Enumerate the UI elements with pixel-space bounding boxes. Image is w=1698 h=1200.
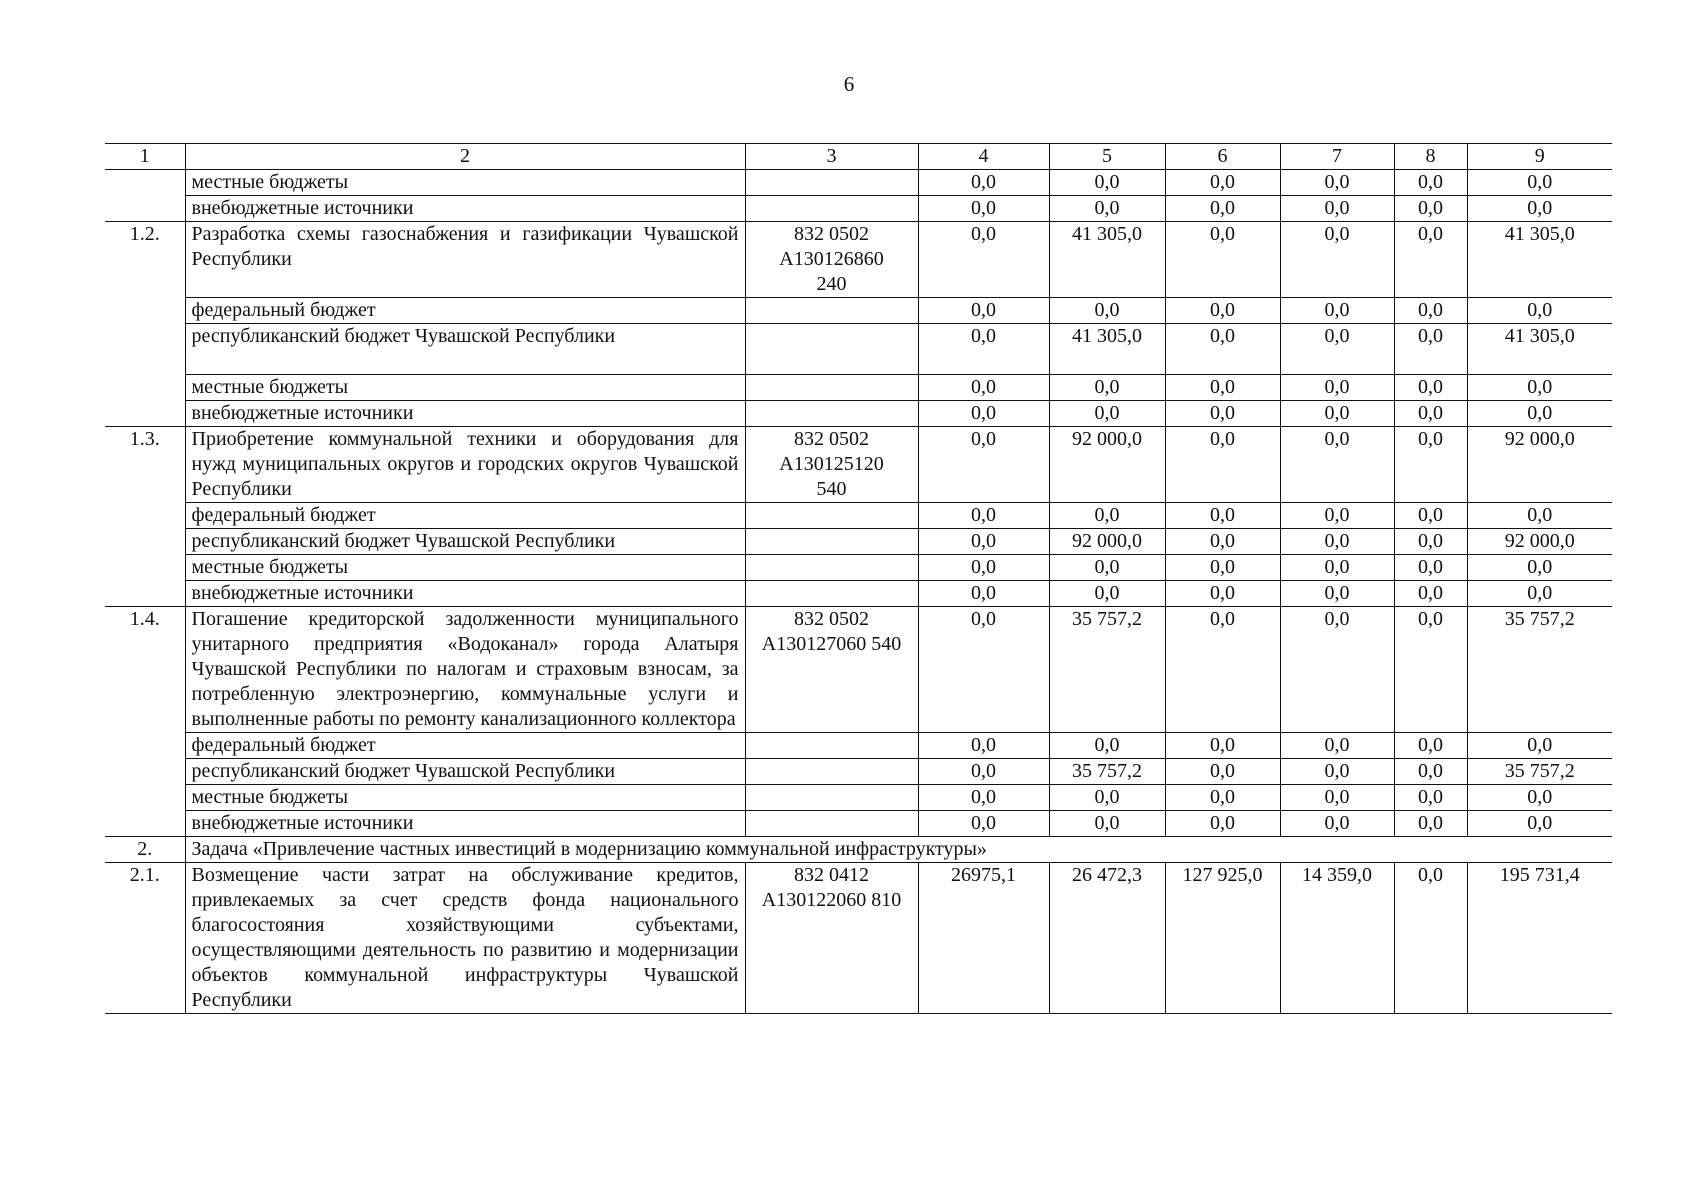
- value-cell: 41 305,0: [1049, 324, 1165, 375]
- value-cell: 0,0: [1165, 581, 1280, 607]
- funding-source-label: федеральный бюджет: [185, 298, 745, 324]
- value-cell: 0,0: [1049, 555, 1165, 581]
- value-cell: 0,0: [918, 222, 1049, 298]
- row-number-cell: [105, 196, 185, 222]
- measure-title: Возмещение части затрат на обслуживание кредитов, привлекаемых за счет средств фонда национального благосостояния хозяйствующими субъектами, осуществляющими деятельность по развитию и модернизации объектов коммунальной инфраструктуры Чувашской Республики: [185, 863, 745, 1014]
- value-cell: 0,0: [1394, 324, 1467, 375]
- value-cell: 0,0: [1165, 607, 1280, 733]
- value-cell: 0,0: [1049, 401, 1165, 427]
- code-cell: [745, 324, 918, 375]
- value-cell: 0,0: [1467, 581, 1612, 607]
- header-cell: 7: [1280, 144, 1394, 170]
- value-cell: 0,0: [1394, 503, 1467, 529]
- value-cell: 0,0: [1280, 759, 1394, 785]
- funding-row: [105, 298, 1612, 324]
- value-cell: 0,0: [1394, 170, 1467, 196]
- row-number-cell: [105, 555, 185, 581]
- code-cell: [745, 529, 918, 555]
- budget-code: [745, 607, 918, 733]
- value-cell: 0,0: [1280, 196, 1394, 222]
- funding-row: [105, 503, 1612, 529]
- measure-number: 1.4.: [105, 607, 185, 733]
- value-cell: 0,0: [1280, 581, 1394, 607]
- page-number: 6: [843, 72, 855, 96]
- budget-code-line: А130125120: [779, 453, 884, 475]
- value-cell: 0,0: [1280, 529, 1394, 555]
- code-cell: [745, 503, 918, 529]
- code-cell: [745, 196, 918, 222]
- value-cell: 0,0: [1049, 375, 1165, 401]
- row-number-cell: [105, 170, 185, 196]
- value-cell: 0,0: [1165, 555, 1280, 581]
- value-cell: 0,0: [1165, 427, 1280, 503]
- header-row: [105, 144, 1612, 170]
- value-cell: 0,0: [1467, 555, 1612, 581]
- value-cell: 0,0: [1165, 529, 1280, 555]
- funding-source-label: республиканский бюджет Чувашской Республики: [185, 324, 745, 375]
- code-cell: [745, 733, 918, 759]
- funding-row: [105, 581, 1612, 607]
- value-cell: 0,0: [1394, 607, 1467, 733]
- budget-code: [745, 427, 918, 503]
- funding-source-label: внебюджетные источники: [185, 811, 745, 837]
- value-cell: 92 000,0: [1467, 427, 1612, 503]
- header-cell: 8: [1394, 144, 1467, 170]
- budget-table: [105, 143, 1612, 1014]
- funding-row: [105, 170, 1612, 196]
- budget-code-line: 240: [816, 273, 847, 295]
- measure-number: 1.3.: [105, 427, 185, 503]
- code-cell: [745, 298, 918, 324]
- funding-source-label: республиканский бюджет Чувашской Республики: [185, 529, 745, 555]
- header-cell: 3: [745, 144, 918, 170]
- value-cell: 0,0: [1049, 581, 1165, 607]
- funding-source-label: внебюджетные источники: [185, 196, 745, 222]
- value-cell: 0,0: [1280, 324, 1394, 375]
- value-cell: 14 359,0: [1280, 863, 1394, 1014]
- value-cell: 0,0: [1394, 811, 1467, 837]
- budget-code-line: 832 0412: [794, 864, 869, 886]
- funding-source-label: местные бюджеты: [185, 785, 745, 811]
- value-cell: 0,0: [918, 196, 1049, 222]
- value-cell: 41 305,0: [1467, 222, 1612, 298]
- value-cell: 0,0: [1049, 503, 1165, 529]
- row-number-cell: [105, 785, 185, 811]
- value-cell: 35 757,2: [1467, 759, 1612, 785]
- value-cell: 0,0: [1049, 170, 1165, 196]
- value-cell: 0,0: [918, 555, 1049, 581]
- value-cell: 0,0: [1165, 401, 1280, 427]
- value-cell: 0,0: [1467, 811, 1612, 837]
- value-cell: 0,0: [1394, 375, 1467, 401]
- funding-row: [105, 555, 1612, 581]
- budget-code-line: А130126860: [779, 248, 884, 270]
- value-cell: 0,0: [1280, 222, 1394, 298]
- value-cell: 0,0: [918, 427, 1049, 503]
- funding-row: [105, 785, 1612, 811]
- value-cell: 0,0: [1049, 733, 1165, 759]
- value-cell: 0,0: [918, 785, 1049, 811]
- code-cell: [745, 785, 918, 811]
- header-cell: 2: [185, 144, 745, 170]
- funding-source-label: местные бюджеты: [185, 375, 745, 401]
- value-cell: 0,0: [1165, 375, 1280, 401]
- measure-number: 2.1.: [105, 863, 185, 1014]
- funding-source-label: внебюджетные источники: [185, 401, 745, 427]
- row-number-cell: [105, 324, 185, 375]
- value-cell: 0,0: [1049, 811, 1165, 837]
- value-cell: 0,0: [1280, 401, 1394, 427]
- value-cell: 0,0: [918, 298, 1049, 324]
- value-cell: 0,0: [1165, 785, 1280, 811]
- funding-row: [105, 529, 1612, 555]
- value-cell: 0,0: [918, 324, 1049, 375]
- funding-row: [105, 733, 1612, 759]
- value-cell: 0,0: [1280, 503, 1394, 529]
- value-cell: 0,0: [918, 503, 1049, 529]
- measure-row: [105, 607, 1612, 733]
- value-cell: 0,0: [918, 733, 1049, 759]
- value-cell: 0,0: [1280, 607, 1394, 733]
- code-cell: [745, 375, 918, 401]
- funding-source-label: местные бюджеты: [185, 555, 745, 581]
- measure-row: [105, 222, 1612, 298]
- funding-source-label: федеральный бюджет: [185, 503, 745, 529]
- value-cell: 0,0: [1280, 427, 1394, 503]
- measure-title: Погашение кредиторской задолженности муниципального унитарного предприятия «Водоканал» города Алатыря Чувашской Республики по налогам и страховым взносам, за потребленную электроэнергию, коммунальные услуги и выполненные работы по ремонту канализационного коллектора: [185, 607, 745, 733]
- value-cell: 0,0: [1165, 170, 1280, 196]
- value-cell: 0,0: [1394, 529, 1467, 555]
- header-cell: 9: [1467, 144, 1612, 170]
- value-cell: 0,0: [918, 811, 1049, 837]
- value-cell: 41 305,0: [1049, 222, 1165, 298]
- funding-row: [105, 375, 1612, 401]
- value-cell: 0,0: [1165, 222, 1280, 298]
- task-number: 2.: [105, 837, 185, 863]
- task-row: [105, 837, 1612, 863]
- budget-code-line: А130127060 540: [761, 633, 902, 655]
- value-cell: 0,0: [1165, 324, 1280, 375]
- funding-row: [105, 196, 1612, 222]
- budget-code-line: 832 0502: [794, 428, 869, 450]
- value-cell: 0,0: [1467, 196, 1612, 222]
- row-number-cell: [105, 503, 185, 529]
- code-cell: [745, 759, 918, 785]
- row-number-cell: [105, 529, 185, 555]
- value-cell: 0,0: [1165, 733, 1280, 759]
- header-cell: 6: [1165, 144, 1280, 170]
- measure-title: Приобретение коммунальной техники и оборудования для нужд муниципальных округов и городских округов Чувашской Республики: [185, 427, 745, 503]
- value-cell: 0,0: [918, 170, 1049, 196]
- value-cell: 0,0: [1467, 170, 1612, 196]
- value-cell: 0,0: [1394, 785, 1467, 811]
- value-cell: 0,0: [918, 529, 1049, 555]
- value-cell: 0,0: [1394, 733, 1467, 759]
- measure-row: [105, 427, 1612, 503]
- value-cell: 35 757,2: [1049, 607, 1165, 733]
- task-title: Задача «Привлечение частных инвестиций в модернизацию коммунальной инфраструктуры»: [185, 837, 1612, 863]
- code-cell: [745, 555, 918, 581]
- value-cell: 0,0: [1165, 811, 1280, 837]
- budget-code-line: 832 0502: [794, 223, 869, 245]
- value-cell: 0,0: [918, 607, 1049, 733]
- funding-source-label: внебюджетные источники: [185, 581, 745, 607]
- funding-source-label: республиканский бюджет Чувашской Республики: [185, 759, 745, 785]
- row-number-cell: [105, 759, 185, 785]
- row-number-cell: [105, 581, 185, 607]
- value-cell: 0,0: [918, 759, 1049, 785]
- measure-number: 1.2.: [105, 222, 185, 298]
- funding-row: [105, 324, 1612, 375]
- value-cell: 0,0: [1280, 785, 1394, 811]
- code-cell: [745, 811, 918, 837]
- value-cell: 0,0: [1280, 375, 1394, 401]
- value-cell: 0,0: [1394, 427, 1467, 503]
- code-cell: [745, 581, 918, 607]
- value-cell: 0,0: [918, 375, 1049, 401]
- value-cell: 0,0: [1467, 401, 1612, 427]
- value-cell: 0,0: [1049, 196, 1165, 222]
- value-cell: 0,0: [1394, 581, 1467, 607]
- funding-row: [105, 811, 1612, 837]
- value-cell: 0,0: [1049, 298, 1165, 324]
- budget-code: [745, 863, 918, 1014]
- value-cell: 0,0: [1394, 298, 1467, 324]
- value-cell: 26975,1: [918, 863, 1049, 1014]
- value-cell: 0,0: [1467, 503, 1612, 529]
- row-number-cell: [105, 401, 185, 427]
- value-cell: 41 305,0: [1467, 324, 1612, 375]
- value-cell: 0,0: [1467, 733, 1612, 759]
- funding-source-label: местные бюджеты: [185, 170, 745, 196]
- value-cell: 195 731,4: [1467, 863, 1612, 1014]
- value-cell: 92 000,0: [1049, 529, 1165, 555]
- budget-code: [745, 222, 918, 298]
- value-cell: 92 000,0: [1467, 529, 1612, 555]
- value-cell: 0,0: [1280, 811, 1394, 837]
- measure-row: [105, 863, 1612, 1014]
- value-cell: 26 472,3: [1049, 863, 1165, 1014]
- value-cell: 0,0: [1049, 785, 1165, 811]
- value-cell: 0,0: [918, 581, 1049, 607]
- value-cell: 0,0: [1165, 196, 1280, 222]
- header-cell: 5: [1049, 144, 1165, 170]
- code-cell: [745, 170, 918, 196]
- value-cell: 0,0: [1467, 785, 1612, 811]
- value-cell: 35 757,2: [1467, 607, 1612, 733]
- value-cell: 0,0: [1467, 375, 1612, 401]
- value-cell: 0,0: [918, 401, 1049, 427]
- measure-title: Разработка схемы газоснабжения и газификации Чувашской Республики: [185, 222, 745, 298]
- value-cell: 92 000,0: [1049, 427, 1165, 503]
- value-cell: 0,0: [1394, 222, 1467, 298]
- value-cell: 35 757,2: [1049, 759, 1165, 785]
- value-cell: 0,0: [1165, 759, 1280, 785]
- value-cell: 0,0: [1165, 503, 1280, 529]
- row-number-cell: [105, 375, 185, 401]
- budget-code-line: 832 0502: [794, 608, 869, 630]
- budget-code-line: 540: [816, 478, 847, 500]
- header-cell: 1: [105, 144, 185, 170]
- value-cell: 0,0: [1394, 401, 1467, 427]
- value-cell: 127 925,0: [1165, 863, 1280, 1014]
- value-cell: 0,0: [1280, 170, 1394, 196]
- value-cell: 0,0: [1394, 759, 1467, 785]
- value-cell: 0,0: [1280, 733, 1394, 759]
- row-number-cell: [105, 733, 185, 759]
- value-cell: 0,0: [1394, 196, 1467, 222]
- value-cell: 0,0: [1394, 555, 1467, 581]
- row-number-cell: [105, 298, 185, 324]
- row-number-cell: [105, 811, 185, 837]
- value-cell: 0,0: [1280, 555, 1394, 581]
- value-cell: 0,0: [1394, 863, 1467, 1014]
- budget-code-line: А130122060 810: [761, 889, 902, 911]
- funding-row: [105, 759, 1612, 785]
- value-cell: 0,0: [1165, 298, 1280, 324]
- value-cell: 0,0: [1280, 298, 1394, 324]
- code-cell: [745, 401, 918, 427]
- funding-row: [105, 401, 1612, 427]
- funding-source-label: федеральный бюджет: [185, 733, 745, 759]
- value-cell: 0,0: [1467, 298, 1612, 324]
- header-cell: 4: [918, 144, 1049, 170]
